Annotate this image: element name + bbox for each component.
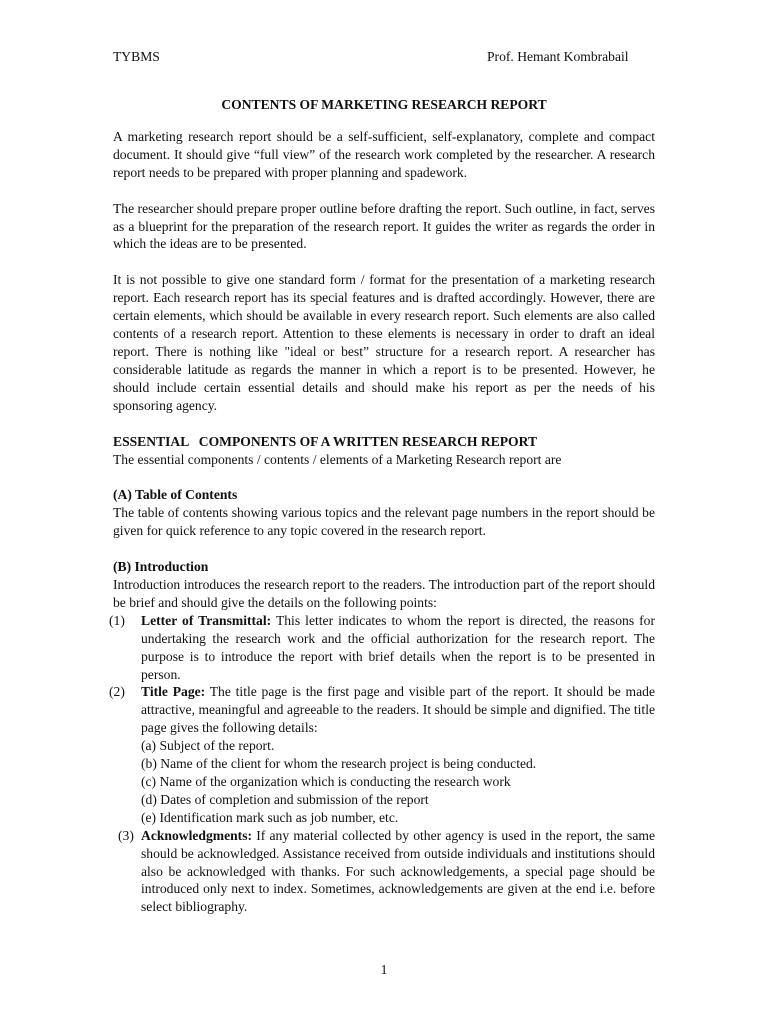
title-page-details bbox=[141, 737, 655, 827]
point-label: Acknowledgments: bbox=[141, 827, 253, 843]
section-heading: ESSENTIAL COMPONENTS OF A WRITTEN RESEARCH REPORT bbox=[113, 433, 538, 449]
paragraph-3: It is not possible to give one standard form / format for the presentation of a marketing research report. Each research report has its special features and is drafted accordingly. However, there are certain elements, which should be available in every research report. Such elements are also called contents of a research report. Attention to these elements is necessary in order to draft an ideal report. There is nothing like "ideal or best” structure for a research report. A researcher has considerable latitude as regards the manner in which a report is to be presented. However, he should include certain essential details and should make his report as per the needs of his sponsoring agency. bbox=[113, 272, 655, 413]
toc-text: The table of contents showing various topics and the relevant page numbers in the report should be given for quick reference to any topic covered in the research report. bbox=[113, 505, 655, 539]
detail-item: (b) Name of the client for whom the research project is being conducted. bbox=[141, 756, 537, 772]
point-text: The title page is the first page and visible part of the report. It should be made attractive, meaningful and agreeable to the readers. It should be simple and dignified. The title page gives the following details: bbox=[141, 684, 655, 736]
section-intro: The essential components / contents / elements of a Marketing Research report are bbox=[113, 451, 562, 467]
point-title-page bbox=[109, 683, 655, 826]
paragraph-1: A marketing research report should be a self-sufficient, self-explanatory, complete and compact document. It should give “full view” of the research work completed by the researcher. A research report needs to be prepared with proper planning and spadework. bbox=[113, 128, 655, 180]
detail-item: (c) Name of the organization which is conducting the research work bbox=[141, 774, 511, 789]
document-body bbox=[109, 96, 656, 916]
point-text: This letter indicates to whom the report is directed, the reasons for undertaking the research work and the official authorization for the research report. The purpose is to introduce the report with brief details when the report is to be presented in person. bbox=[141, 612, 656, 682]
introduction-text: Introduction introduces the research report to the readers. The introduction part of the report should be brief and should give the details on the following points: bbox=[113, 577, 655, 610]
document-title: CONTENTS OF MARKETING RESEARCH REPORT bbox=[221, 97, 547, 112]
detail-item: (e) Identification mark such as job number, etc. bbox=[141, 809, 399, 825]
header-author: Prof. Hemant Kombrabail bbox=[487, 49, 629, 64]
point-number: (2) bbox=[109, 684, 125, 700]
detail-item: (a) Subject of the report. bbox=[141, 738, 275, 754]
point-label: Letter of Transmittal: bbox=[141, 612, 272, 628]
detail-item: (d) Dates of completion and submission of the report bbox=[141, 791, 429, 807]
header-course: TYBMS bbox=[113, 49, 160, 64]
introduction-heading: (B) Introduction bbox=[113, 559, 209, 575]
point-label: Title Page: bbox=[141, 684, 206, 700]
toc-heading: (A) Table of Contents bbox=[113, 487, 238, 503]
point-text: If any material collected by other agency is used in the report, the same should be acknowledged. Assistance received from outside individuals and institutions should also be acknowledged with thanks. For such acknowledgements, a special page should be introduced only next to index. Sometimes, acknowledgements are given at the end i.e. before select bibliography. bbox=[141, 827, 655, 915]
point-number: (3) bbox=[118, 827, 134, 843]
introduction-points bbox=[109, 612, 656, 916]
point-number: (1) bbox=[109, 612, 125, 628]
page-number: 1 bbox=[380, 962, 388, 977]
point-acknowledgments bbox=[113, 827, 655, 917]
point-letter-of-transmittal bbox=[109, 612, 656, 684]
paragraph-2: The researcher should prepare proper outline before drafting the report. Such outline, in fact, serves as a blueprint for the preparation of the research report. It guides the writer as regards the order in which the ideas are to be presented. bbox=[113, 200, 655, 252]
